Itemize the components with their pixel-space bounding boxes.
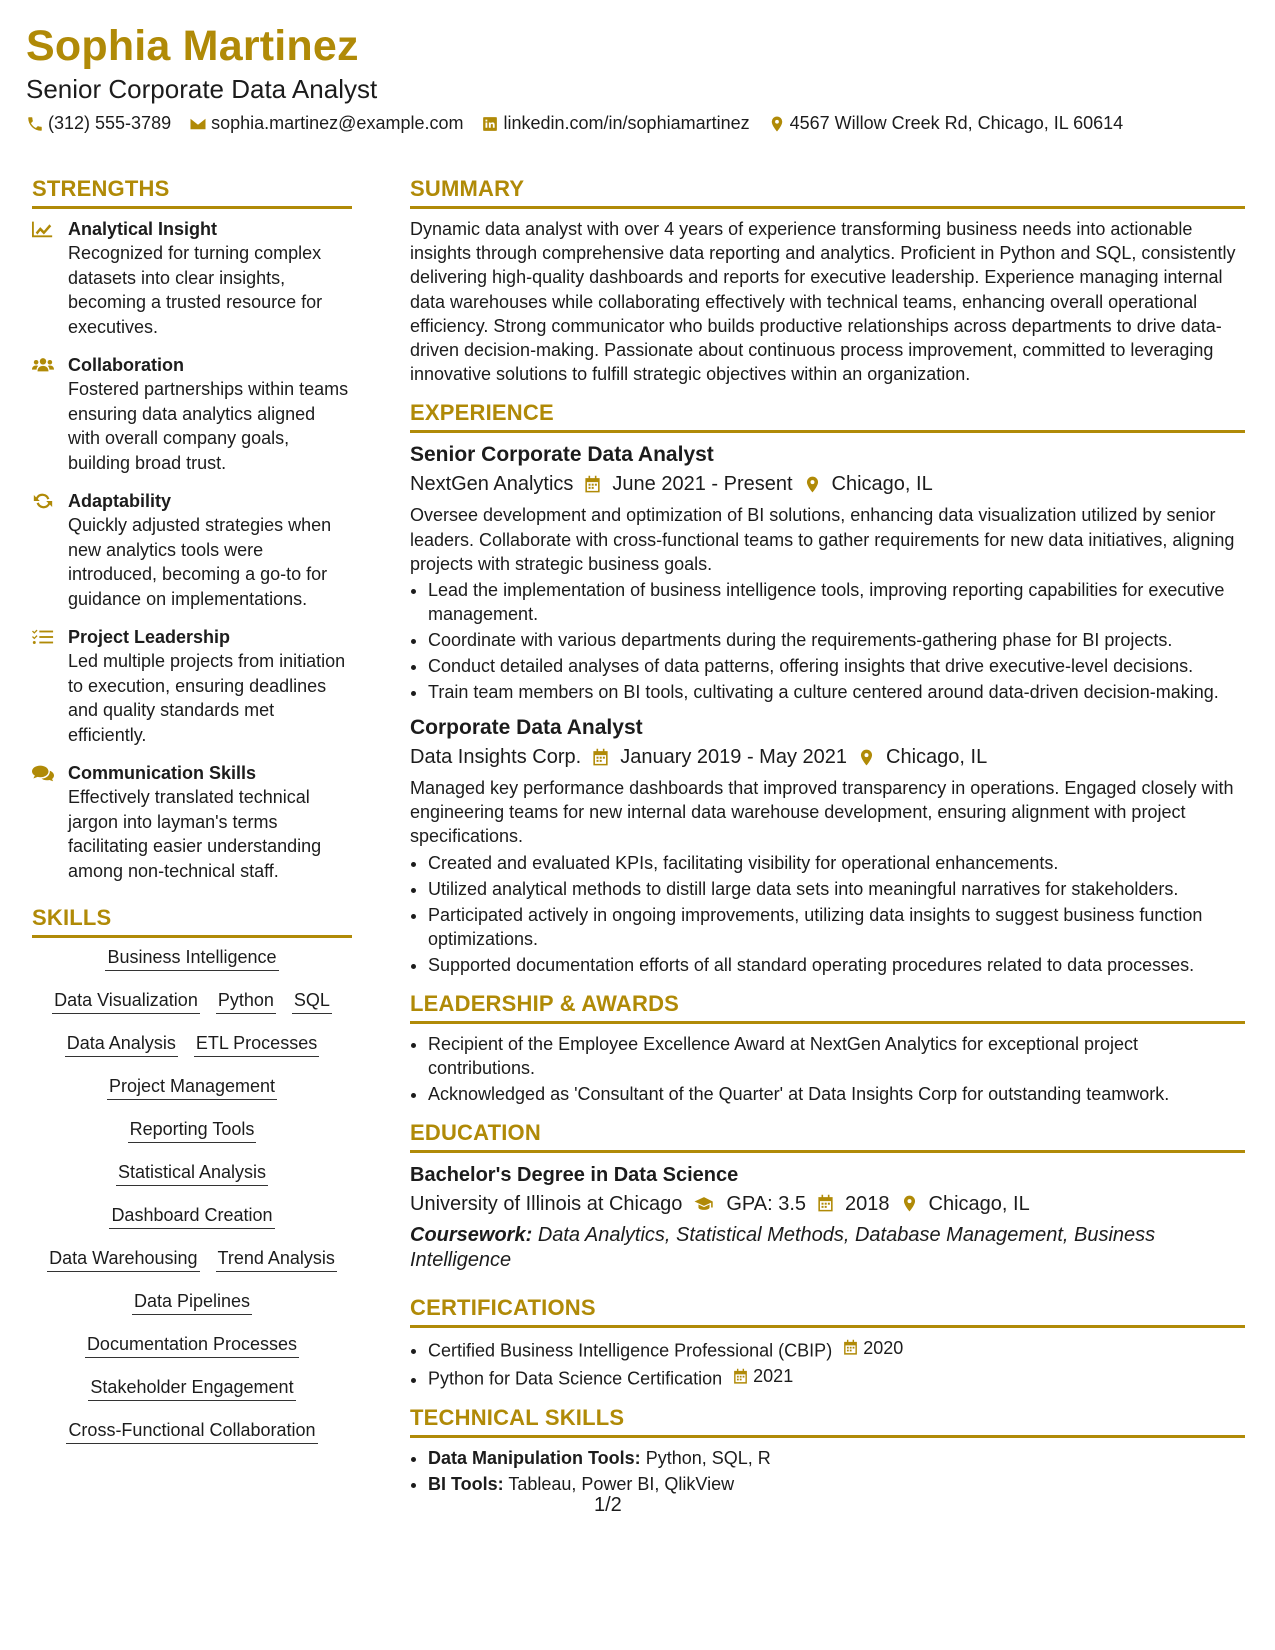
job-bullet: • Train team members on BI tools, cultivating a culture centered around data-driven decision-making. — [428, 680, 1245, 704]
skill-tag: Data Warehousing — [47, 1247, 199, 1272]
strength-item — [32, 353, 352, 475]
strength-item — [32, 489, 352, 611]
job-role: Senior Corporate Data Analyst — [410, 443, 714, 467]
strength-item — [32, 761, 352, 883]
contact-linkedin[interactable] — [481, 113, 749, 134]
certification-year: 2021 — [753, 1366, 794, 1387]
job-bullet: • Utilized analytical methods to distill large data sets into meaningful narratives for stakeholders. — [428, 877, 1245, 901]
skill-tag: Data Analysis — [65, 1032, 178, 1057]
skill-tag: Project Management — [107, 1075, 277, 1100]
skill-tag: SQL — [292, 989, 332, 1014]
skill-tag: ETL Processes — [194, 1032, 319, 1057]
task-list-icon — [32, 627, 54, 647]
candidate-title: Senior Corporate Data Analyst — [26, 74, 378, 104]
job-meta — [410, 742, 1245, 772]
map-pin-icon — [857, 748, 876, 767]
experience-heading: EXPERIENCE — [410, 400, 1245, 433]
award-item: • Recipient of the Employee Excellence Award at NextGen Analytics for exceptional project contributions. — [428, 1032, 1245, 1080]
calendar-icon — [732, 1368, 749, 1385]
contact-bar — [26, 113, 1123, 134]
strength-title: Project Leadership — [68, 627, 231, 647]
contact-address — [768, 113, 1124, 134]
strength-item — [32, 217, 352, 339]
strength-desc: Quickly adjusted strategies when new analytics tools were introduced, becoming a go-to for guidance on implementations. — [68, 515, 332, 609]
technical-skill-value: Python, SQL, R — [645, 1447, 771, 1468]
refresh-icon — [32, 491, 54, 511]
certification-item — [428, 1336, 1245, 1363]
skill-tag: Trend Analysis — [216, 1247, 337, 1272]
job-meta — [410, 469, 1245, 499]
technical-skill-value: Tableau, Power BI, QlikView — [508, 1473, 735, 1494]
contact-linkedin-text: linkedin.com/in/sophiamartinez — [503, 113, 750, 133]
skill-tag: Cross-Functional Collaboration — [66, 1419, 317, 1444]
technical-skill-label: BI Tools: — [428, 1473, 504, 1494]
skill-tag: Data Visualization — [52, 989, 200, 1014]
skills-list — [32, 946, 352, 1444]
coursework-text: Data Analytics, Statistical Methods, Database Management, Business Intelligence — [410, 1223, 1156, 1271]
education-location: Chicago, IL — [928, 1192, 1030, 1215]
technical-skills-list — [410, 1446, 1245, 1496]
strengths-heading: STRENGTHS — [32, 176, 352, 209]
strength-desc: Recognized for turning complex datasets into clear insights, becoming a trusted resource for executives. — [68, 243, 323, 337]
map-pin-icon — [768, 115, 786, 133]
job-bullet: • Participated actively in ongoing improvements, utilizing data insights to suggest business function optimizations. — [428, 903, 1245, 951]
users-icon — [32, 355, 54, 375]
certification-item — [428, 1364, 1245, 1391]
education-heading: EDUCATION — [410, 1120, 1245, 1153]
right-column — [410, 176, 1245, 1498]
skill-tag: Reporting Tools — [128, 1118, 257, 1143]
technical-skill-label: Data Manipulation Tools: — [428, 1447, 641, 1468]
page-number: 1/2 — [594, 1494, 622, 1516]
job-role: Corporate Data Analyst — [410, 716, 643, 740]
certification-name: Certified Business Intelligence Professional (CBIP) — [428, 1340, 833, 1361]
envelope-icon — [189, 115, 207, 133]
job-company: NextGen Analytics — [410, 473, 574, 496]
calendar-icon — [591, 748, 610, 767]
education-meta — [410, 1189, 1245, 1219]
job-location: Chicago, IL — [831, 473, 933, 496]
map-pin-icon — [900, 1194, 919, 1213]
skill-tag: Stakeholder Engagement — [88, 1376, 295, 1401]
strength-title: Collaboration — [68, 355, 184, 375]
job-bullet: • Conduct detailed analyses of data patterns, offering insights that drive executive-level decisions. — [428, 654, 1245, 678]
job-bullet: • Created and evaluated KPIs, facilitating visibility for operational enhancements. — [428, 851, 1245, 875]
education-school: University of Illinois at Chicago — [410, 1192, 683, 1215]
job-description: Oversee development and optimization of BI solutions, enhancing data visualization utilized by senior leaders. Collaborate with cross-functional teams to gather requirements for new data initiatives, aligning projects with strategic business goals. — [410, 505, 1235, 574]
calendar-icon — [842, 1339, 859, 1356]
summary-text: Dynamic data analyst with over 4 years of experience transforming business needs into actionable insights through comprehensive data reporting and analytics. Proficient in Python and SQL, consistently delivering high-quality dashboards and reports for executive leadership. Experience managing internal data warehouses while collaborating effectively with technical teams, enhancing overall operational efficiency. Strong communicator who builds productive relationships across departments to drive data-driven decision-making. Passionate about continuous process improvement, committed to leveraging innovative solutions to fulfill strategic objectives within an organization. — [410, 219, 1236, 385]
strength-desc: Led multiple projects from initiation to execution, ensuring deadlines and quality standards met efficiently. — [68, 651, 346, 745]
certification-year: 2020 — [863, 1337, 904, 1358]
job-dates: June 2021 - Present — [612, 473, 793, 496]
skill-tag: Data Pipelines — [132, 1290, 252, 1315]
map-pin-icon — [803, 475, 822, 494]
education-degree: Bachelor's Degree in Data Science — [410, 1163, 739, 1186]
skill-tag: Dashboard Creation — [109, 1204, 274, 1229]
certifications-list — [410, 1336, 1245, 1391]
education-coursework — [410, 1223, 1245, 1273]
linkedin-icon — [481, 115, 499, 133]
awards-list — [410, 1032, 1245, 1106]
skill-tag: Python — [216, 989, 276, 1014]
coursework-label: Coursework: — [410, 1223, 533, 1246]
graduation-cap-icon — [692, 1194, 716, 1213]
education-year: 2018 — [845, 1192, 890, 1215]
technical-skill-item — [428, 1472, 1245, 1496]
job-entry — [410, 441, 1245, 704]
strength-item — [32, 625, 352, 747]
strength-desc: Effectively translated technical jargon into layman's terms facilitating easier understanding among non-technical staff. — [68, 787, 322, 881]
strength-title: Adaptability — [68, 491, 172, 511]
job-location: Chicago, IL — [886, 746, 988, 769]
left-column — [32, 176, 352, 1462]
job-bullets — [410, 851, 1245, 977]
job-bullet: • Supported documentation efforts of all standard operating procedures related to data processes. — [428, 953, 1245, 977]
certifications-heading: CERTIFICATIONS — [410, 1295, 1245, 1328]
certification-name: Python for Data Science Certification — [428, 1368, 723, 1389]
skills-heading: SKILLS — [32, 905, 352, 938]
contact-email-text: sophia.martinez@example.com — [211, 113, 464, 133]
comments-icon — [32, 763, 54, 783]
skill-tag: Business Intelligence — [105, 946, 278, 971]
job-bullets — [410, 578, 1245, 704]
job-dates: January 2019 - May 2021 — [620, 746, 848, 769]
contact-email[interactable] — [189, 113, 463, 134]
skill-tag: Documentation Processes — [85, 1333, 299, 1358]
job-description: Managed key performance dashboards that improved transparency in operations. Engaged closely with engineering teams for new internal data warehouse development, ensuring alignment with project specifications. — [410, 778, 1234, 847]
strength-title: Analytical Insight — [68, 219, 218, 239]
job-bullet: • Coordinate with various departments during the requirements-gathering phase for BI projects. — [428, 628, 1245, 652]
technical-skill-item — [428, 1446, 1245, 1470]
calendar-icon — [816, 1194, 835, 1213]
award-item: • Acknowledged as 'Consultant of the Quarter' at Data Insights Corp for outstanding teamwork. — [428, 1082, 1245, 1106]
contact-phone-text: (312) 555-3789 — [48, 113, 172, 133]
calendar-icon — [583, 475, 602, 494]
job-entry — [410, 714, 1245, 977]
awards-heading: LEADERSHIP & AWARDS — [410, 991, 1245, 1024]
education-gpa: GPA: 3.5 — [726, 1192, 807, 1215]
skill-tag: Statistical Analysis — [116, 1161, 268, 1186]
job-bullet: • Lead the implementation of business intelligence tools, improving reporting capabilities for executive management. — [428, 578, 1245, 626]
contact-address-text: 4567 Willow Creek Rd, Chicago, IL 60614 — [789, 113, 1124, 133]
line-chart-icon — [32, 219, 54, 239]
job-company: Data Insights Corp. — [410, 746, 582, 769]
technical-skills-heading: TECHNICAL SKILLS — [410, 1405, 1245, 1438]
strength-desc: Fostered partnerships within teams ensuring data analytics aligned with overall company goals, building broad trust. — [68, 379, 349, 473]
summary-heading: SUMMARY — [410, 176, 1245, 209]
candidate-name: Sophia Martinez — [26, 22, 359, 70]
phone-icon — [26, 115, 44, 133]
contact-phone[interactable] — [26, 113, 171, 134]
strength-title: Communication Skills — [68, 763, 257, 783]
